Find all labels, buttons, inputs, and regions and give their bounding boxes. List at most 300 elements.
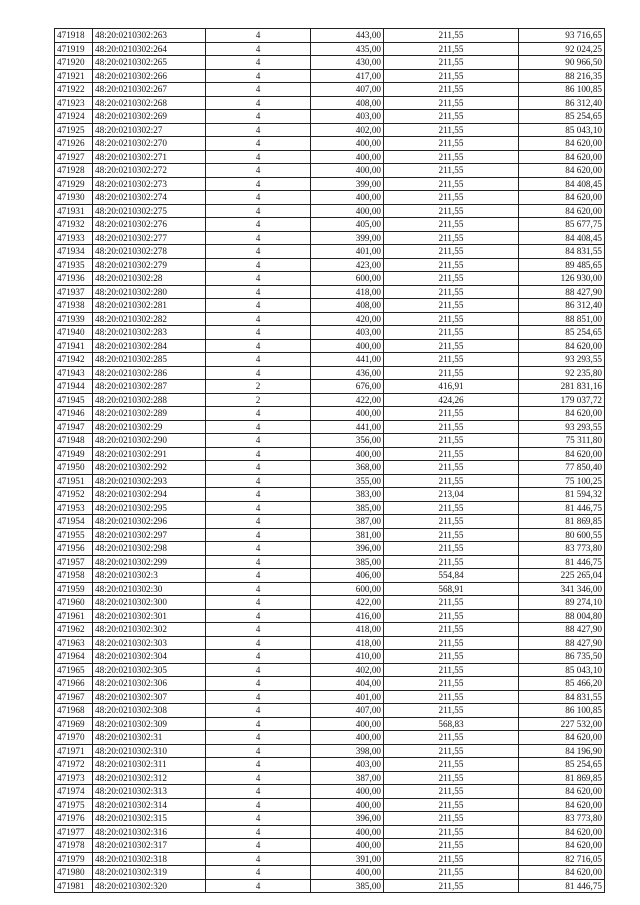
row-number-cell: 471928 (55, 164, 93, 178)
cadastral-number-cell: 48:20:0210302:280 (93, 285, 206, 299)
cadastral-value-cell: 81 446,75 (519, 501, 605, 515)
area-value-cell: 400,00 (311, 731, 384, 745)
cadastral-value-cell: 84 620,00 (519, 798, 605, 812)
cadastral-number-cell: 48:20:0210302:266 (93, 69, 206, 83)
area-value-cell: 417,00 (311, 69, 384, 83)
cadastral-value-cell: 81 446,75 (519, 555, 605, 569)
area-value-cell: 399,00 (311, 177, 384, 191)
rate-value-cell: 211,55 (384, 447, 519, 461)
row-number-cell: 471926 (55, 137, 93, 151)
table-body (55, 29, 605, 893)
table-row (55, 501, 605, 515)
rate-value-cell: 211,55 (384, 839, 519, 853)
area-value-cell: 355,00 (311, 474, 384, 488)
area-value-cell: 408,00 (311, 96, 384, 110)
row-number-cell: 471966 (55, 677, 93, 691)
cadastral-number-cell: 48:20:0210302:287 (93, 380, 206, 394)
rate-value-cell: 211,55 (384, 515, 519, 529)
cadastral-value-cell: 86 735,50 (519, 650, 605, 664)
row-number-cell: 471976 (55, 812, 93, 826)
rate-value-cell: 211,55 (384, 258, 519, 272)
row-number-cell: 471930 (55, 191, 93, 205)
cadastral-number-cell: 48:20:0210302:305 (93, 663, 206, 677)
area-value-cell: 430,00 (311, 56, 384, 70)
area-value-cell: 400,00 (311, 785, 384, 799)
area-value-cell: 387,00 (311, 771, 384, 785)
group-number-cell: 4 (206, 623, 311, 637)
cadastral-value-cell: 281 831,16 (519, 380, 605, 394)
cadastral-number-cell: 48:20:0210302:308 (93, 704, 206, 718)
table-row (55, 609, 605, 623)
area-value-cell: 600,00 (311, 272, 384, 286)
table-row (55, 812, 605, 826)
cadastral-number-cell: 48:20:0210302:294 (93, 488, 206, 502)
table-row (55, 839, 605, 853)
cadastral-value-cell: 227 532,00 (519, 717, 605, 731)
table-row (55, 407, 605, 421)
group-number-cell: 4 (206, 596, 311, 610)
rate-value-cell: 211,55 (384, 798, 519, 812)
rate-value-cell: 211,55 (384, 137, 519, 151)
rate-value-cell: 211,55 (384, 83, 519, 97)
rate-value-cell: 211,55 (384, 110, 519, 124)
row-number-cell: 471925 (55, 123, 93, 137)
rate-value-cell: 211,55 (384, 42, 519, 56)
area-value-cell: 398,00 (311, 744, 384, 758)
cadastral-number-cell: 48:20:0210302:286 (93, 366, 206, 380)
rate-value-cell: 211,55 (384, 353, 519, 367)
cadastral-number-cell: 48:20:0210302:28 (93, 272, 206, 286)
cadastral-value-cell: 75 100,25 (519, 474, 605, 488)
area-value-cell: 396,00 (311, 812, 384, 826)
area-value-cell: 399,00 (311, 231, 384, 245)
cadastral-value-cell: 93 293,55 (519, 420, 605, 434)
cadastral-number-cell: 48:20:0210302:274 (93, 191, 206, 205)
rate-value-cell: 211,55 (384, 690, 519, 704)
row-number-cell: 471964 (55, 650, 93, 664)
cadastral-number-cell: 48:20:0210302:30 (93, 582, 206, 596)
table-row (55, 380, 605, 394)
cadastral-value-cell: 84 620,00 (519, 866, 605, 880)
rate-value-cell: 211,55 (384, 852, 519, 866)
cadastral-number-cell: 48:20:0210302:283 (93, 326, 206, 340)
group-number-cell: 4 (206, 407, 311, 421)
row-number-cell: 471929 (55, 177, 93, 191)
rate-value-cell: 211,55 (384, 231, 519, 245)
cadastral-number-cell: 48:20:0210302:319 (93, 866, 206, 880)
area-value-cell: 400,00 (311, 866, 384, 880)
cadastral-value-cell: 84 408,45 (519, 231, 605, 245)
cadastral-value-cell: 83 773,80 (519, 542, 605, 556)
row-number-cell: 471933 (55, 231, 93, 245)
row-number-cell: 471960 (55, 596, 93, 610)
rate-value-cell: 211,55 (384, 218, 519, 232)
group-number-cell: 4 (206, 717, 311, 731)
row-number-cell: 471962 (55, 623, 93, 637)
cadastral-number-cell: 48:20:0210302:265 (93, 56, 206, 70)
table-row (55, 623, 605, 637)
cadastral-number-cell: 48:20:0210302:293 (93, 474, 206, 488)
group-number-cell: 4 (206, 461, 311, 475)
rate-value-cell: 211,55 (384, 272, 519, 286)
row-number-cell: 471956 (55, 542, 93, 556)
group-number-cell: 4 (206, 569, 311, 583)
table-row (55, 825, 605, 839)
rate-value-cell: 554,84 (384, 569, 519, 583)
cadastral-value-cell: 86 100,85 (519, 83, 605, 97)
group-number-cell: 4 (206, 69, 311, 83)
cadastral-number-cell: 48:20:0210302:315 (93, 812, 206, 826)
row-number-cell: 471932 (55, 218, 93, 232)
area-value-cell: 402,00 (311, 123, 384, 137)
rate-value-cell: 211,55 (384, 434, 519, 448)
cadastral-number-cell: 48:20:0210302:277 (93, 231, 206, 245)
cadastral-value-cell: 86 312,40 (519, 96, 605, 110)
rate-value-cell: 211,55 (384, 542, 519, 556)
cadastral-number-cell: 48:20:0210302:303 (93, 636, 206, 650)
area-value-cell: 410,00 (311, 650, 384, 664)
area-value-cell: 441,00 (311, 353, 384, 367)
rate-value-cell: 211,55 (384, 339, 519, 353)
row-number-cell: 471973 (55, 771, 93, 785)
table-row (55, 353, 605, 367)
rate-value-cell: 211,55 (384, 123, 519, 137)
rate-value-cell: 416,91 (384, 380, 519, 394)
cadastral-number-cell: 48:20:0210302:292 (93, 461, 206, 475)
cadastral-number-cell: 48:20:0210302:263 (93, 29, 206, 43)
cadastral-value-cell: 84 831,55 (519, 690, 605, 704)
area-value-cell: 356,00 (311, 434, 384, 448)
table-row (55, 366, 605, 380)
cadastral-number-cell: 48:20:0210302:296 (93, 515, 206, 529)
cadastral-number-cell: 48:20:0210302:288 (93, 393, 206, 407)
area-value-cell: 391,00 (311, 852, 384, 866)
table-row (55, 110, 605, 124)
table-row (55, 285, 605, 299)
row-number-cell: 471919 (55, 42, 93, 56)
row-number-cell: 471944 (55, 380, 93, 394)
group-number-cell: 4 (206, 447, 311, 461)
cadastral-value-cell: 85 043,10 (519, 663, 605, 677)
group-number-cell: 4 (206, 663, 311, 677)
group-number-cell: 4 (206, 636, 311, 650)
table-row (55, 663, 605, 677)
group-number-cell: 4 (206, 83, 311, 97)
rate-value-cell: 211,55 (384, 771, 519, 785)
group-number-cell: 4 (206, 609, 311, 623)
group-number-cell: 2 (206, 393, 311, 407)
table-row (55, 798, 605, 812)
cadastral-value-cell: 84 831,55 (519, 245, 605, 259)
cadastral-number-cell: 48:20:0210302:278 (93, 245, 206, 259)
cadastral-value-cell: 85 254,65 (519, 326, 605, 340)
cadastral-value-cell: 84 620,00 (519, 839, 605, 853)
table-row (55, 150, 605, 164)
group-number-cell: 4 (206, 326, 311, 340)
group-number-cell: 4 (206, 272, 311, 286)
rate-value-cell: 211,55 (384, 758, 519, 772)
group-number-cell: 4 (206, 434, 311, 448)
row-number-cell: 471947 (55, 420, 93, 434)
table-row (55, 69, 605, 83)
row-number-cell: 471927 (55, 150, 93, 164)
area-value-cell: 383,00 (311, 488, 384, 502)
cadastral-value-cell: 81 869,85 (519, 515, 605, 529)
rate-value-cell: 568,83 (384, 717, 519, 731)
rate-value-cell: 211,55 (384, 879, 519, 893)
rate-value-cell: 211,55 (384, 69, 519, 83)
area-value-cell: 401,00 (311, 245, 384, 259)
row-number-cell: 471961 (55, 609, 93, 623)
row-number-cell: 471975 (55, 798, 93, 812)
cadastral-value-cell: 89 485,65 (519, 258, 605, 272)
area-value-cell: 418,00 (311, 285, 384, 299)
group-number-cell: 4 (206, 825, 311, 839)
rate-value-cell: 211,55 (384, 623, 519, 637)
rate-value-cell: 211,55 (384, 299, 519, 313)
cadastral-number-cell: 48:20:0210302:295 (93, 501, 206, 515)
group-number-cell: 4 (206, 704, 311, 718)
row-number-cell: 471934 (55, 245, 93, 259)
rate-value-cell: 568,91 (384, 582, 519, 596)
cadastral-value-cell: 84 196,90 (519, 744, 605, 758)
group-number-cell: 4 (206, 690, 311, 704)
area-value-cell: 403,00 (311, 326, 384, 340)
cadastral-value-cell: 88 427,90 (519, 623, 605, 637)
table-row (55, 393, 605, 407)
rate-value-cell: 213,04 (384, 488, 519, 502)
row-number-cell: 471963 (55, 636, 93, 650)
row-number-cell: 471959 (55, 582, 93, 596)
group-number-cell: 4 (206, 528, 311, 542)
table-row (55, 83, 605, 97)
group-number-cell: 4 (206, 177, 311, 191)
group-number-cell: 4 (206, 164, 311, 178)
rate-value-cell: 211,55 (384, 285, 519, 299)
cadastral-number-cell: 48:20:0210302:312 (93, 771, 206, 785)
cadastral-value-cell: 88 216,35 (519, 69, 605, 83)
cadastral-value-cell: 84 620,00 (519, 150, 605, 164)
cadastral-value-cell: 77 850,40 (519, 461, 605, 475)
row-number-cell: 471953 (55, 501, 93, 515)
area-value-cell: 400,00 (311, 839, 384, 853)
table-row (55, 218, 605, 232)
cadastral-value-cell: 85 466,20 (519, 677, 605, 691)
table-row (55, 258, 605, 272)
group-number-cell: 4 (206, 812, 311, 826)
group-number-cell: 4 (206, 299, 311, 313)
group-number-cell: 4 (206, 123, 311, 137)
cadastral-value-cell: 89 274,10 (519, 596, 605, 610)
row-number-cell: 471981 (55, 879, 93, 893)
cadastral-number-cell: 48:20:0210302:31 (93, 731, 206, 745)
group-number-cell: 4 (206, 150, 311, 164)
cadastral-number-cell: 48:20:0210302:311 (93, 758, 206, 772)
rate-value-cell: 211,55 (384, 312, 519, 326)
row-number-cell: 471918 (55, 29, 93, 43)
row-number-cell: 471948 (55, 434, 93, 448)
row-number-cell: 471939 (55, 312, 93, 326)
area-value-cell: 401,00 (311, 690, 384, 704)
area-value-cell: 400,00 (311, 191, 384, 205)
cadastral-value-cell: 84 620,00 (519, 137, 605, 151)
row-number-cell: 471951 (55, 474, 93, 488)
cadastral-value-cell: 84 620,00 (519, 731, 605, 745)
row-number-cell: 471969 (55, 717, 93, 731)
cadastral-value-table (54, 28, 605, 893)
cadastral-number-cell: 48:20:0210302:290 (93, 434, 206, 448)
rate-value-cell: 211,55 (384, 677, 519, 691)
group-number-cell: 4 (206, 312, 311, 326)
table-row (55, 771, 605, 785)
row-number-cell: 471946 (55, 407, 93, 421)
group-number-cell: 4 (206, 366, 311, 380)
row-number-cell: 471943 (55, 366, 93, 380)
group-number-cell: 4 (206, 474, 311, 488)
row-number-cell: 471923 (55, 96, 93, 110)
table-row (55, 582, 605, 596)
cadastral-value-cell: 75 311,80 (519, 434, 605, 448)
row-number-cell: 471937 (55, 285, 93, 299)
row-number-cell: 471931 (55, 204, 93, 218)
table-row (55, 555, 605, 569)
table-row (55, 447, 605, 461)
cadastral-value-cell: 225 265,04 (519, 569, 605, 583)
table-row (55, 204, 605, 218)
area-value-cell: 402,00 (311, 663, 384, 677)
cadastral-number-cell: 48:20:0210302:269 (93, 110, 206, 124)
group-number-cell: 4 (206, 798, 311, 812)
area-value-cell: 400,00 (311, 798, 384, 812)
cadastral-number-cell: 48:20:0210302:285 (93, 353, 206, 367)
cadastral-value-cell: 84 620,00 (519, 825, 605, 839)
cadastral-value-cell: 92 235,80 (519, 366, 605, 380)
area-value-cell: 423,00 (311, 258, 384, 272)
table-row (55, 177, 605, 191)
rate-value-cell: 211,55 (384, 164, 519, 178)
rate-value-cell: 211,55 (384, 609, 519, 623)
rate-value-cell: 211,55 (384, 420, 519, 434)
cadastral-number-cell: 48:20:0210302:317 (93, 839, 206, 853)
table-row (55, 191, 605, 205)
cadastral-number-cell: 48:20:0210302:314 (93, 798, 206, 812)
group-number-cell: 4 (206, 852, 311, 866)
cadastral-value-cell: 88 427,90 (519, 636, 605, 650)
group-number-cell: 4 (206, 677, 311, 691)
table-row (55, 690, 605, 704)
rate-value-cell: 211,55 (384, 501, 519, 515)
group-number-cell: 4 (206, 231, 311, 245)
row-number-cell: 471967 (55, 690, 93, 704)
cadastral-number-cell: 48:20:0210302:307 (93, 690, 206, 704)
cadastral-number-cell: 48:20:0210302:282 (93, 312, 206, 326)
table-row (55, 164, 605, 178)
area-value-cell: 418,00 (311, 636, 384, 650)
cadastral-number-cell: 48:20:0210302:275 (93, 204, 206, 218)
group-number-cell: 2 (206, 380, 311, 394)
group-number-cell: 4 (206, 744, 311, 758)
cadastral-number-cell: 48:20:0210302:281 (93, 299, 206, 313)
table-row (55, 744, 605, 758)
row-number-cell: 471949 (55, 447, 93, 461)
group-number-cell: 4 (206, 339, 311, 353)
cadastral-value-cell: 84 620,00 (519, 447, 605, 461)
group-number-cell: 4 (206, 879, 311, 893)
table-row (55, 758, 605, 772)
table-row (55, 515, 605, 529)
cadastral-value-cell: 126 930,00 (519, 272, 605, 286)
table-row (55, 636, 605, 650)
group-number-cell: 4 (206, 515, 311, 529)
table-row (55, 717, 605, 731)
table-row (55, 29, 605, 43)
cadastral-number-cell: 48:20:0210302:309 (93, 717, 206, 731)
cadastral-value-cell: 84 408,45 (519, 177, 605, 191)
row-number-cell: 471971 (55, 744, 93, 758)
table-row (55, 542, 605, 556)
cadastral-value-cell: 92 024,25 (519, 42, 605, 56)
cadastral-value-cell: 85 677,75 (519, 218, 605, 232)
cadastral-value-cell: 86 312,40 (519, 299, 605, 313)
rate-value-cell: 211,55 (384, 731, 519, 745)
group-number-cell: 4 (206, 56, 311, 70)
group-number-cell: 4 (206, 839, 311, 853)
area-value-cell: 406,00 (311, 569, 384, 583)
area-value-cell: 676,00 (311, 380, 384, 394)
table-row (55, 474, 605, 488)
cadastral-number-cell: 48:20:0210302:272 (93, 164, 206, 178)
row-number-cell: 471936 (55, 272, 93, 286)
area-value-cell: 408,00 (311, 299, 384, 313)
cadastral-value-cell: 179 037,72 (519, 393, 605, 407)
rate-value-cell: 211,55 (384, 650, 519, 664)
cadastral-value-cell: 93 293,55 (519, 353, 605, 367)
cadastral-value-cell: 84 620,00 (519, 204, 605, 218)
group-number-cell: 4 (206, 353, 311, 367)
area-value-cell: 407,00 (311, 83, 384, 97)
table-row (55, 123, 605, 137)
rate-value-cell: 211,55 (384, 825, 519, 839)
table-row (55, 312, 605, 326)
rate-value-cell: 211,55 (384, 177, 519, 191)
cadastral-value-cell: 81 594,32 (519, 488, 605, 502)
cadastral-value-cell: 84 620,00 (519, 407, 605, 421)
table-row (55, 137, 605, 151)
group-number-cell: 4 (206, 191, 311, 205)
group-number-cell: 4 (206, 137, 311, 151)
table-row (55, 596, 605, 610)
area-value-cell: 422,00 (311, 596, 384, 610)
rate-value-cell: 211,55 (384, 528, 519, 542)
row-number-cell: 471940 (55, 326, 93, 340)
group-number-cell: 4 (206, 285, 311, 299)
area-value-cell: 385,00 (311, 501, 384, 515)
table-row (55, 42, 605, 56)
row-number-cell: 471979 (55, 852, 93, 866)
cadastral-number-cell: 48:20:0210302:306 (93, 677, 206, 691)
area-value-cell: 443,00 (311, 29, 384, 43)
group-number-cell: 4 (206, 731, 311, 745)
cadastral-value-cell: 88 851,00 (519, 312, 605, 326)
rate-value-cell: 211,55 (384, 96, 519, 110)
cadastral-number-cell: 48:20:0210302:301 (93, 609, 206, 623)
cadastral-value-cell: 84 620,00 (519, 339, 605, 353)
row-number-cell: 471922 (55, 83, 93, 97)
group-number-cell: 4 (206, 582, 311, 596)
cadastral-number-cell: 48:20:0210302:320 (93, 879, 206, 893)
group-number-cell: 4 (206, 488, 311, 502)
cadastral-number-cell: 48:20:0210302:276 (93, 218, 206, 232)
